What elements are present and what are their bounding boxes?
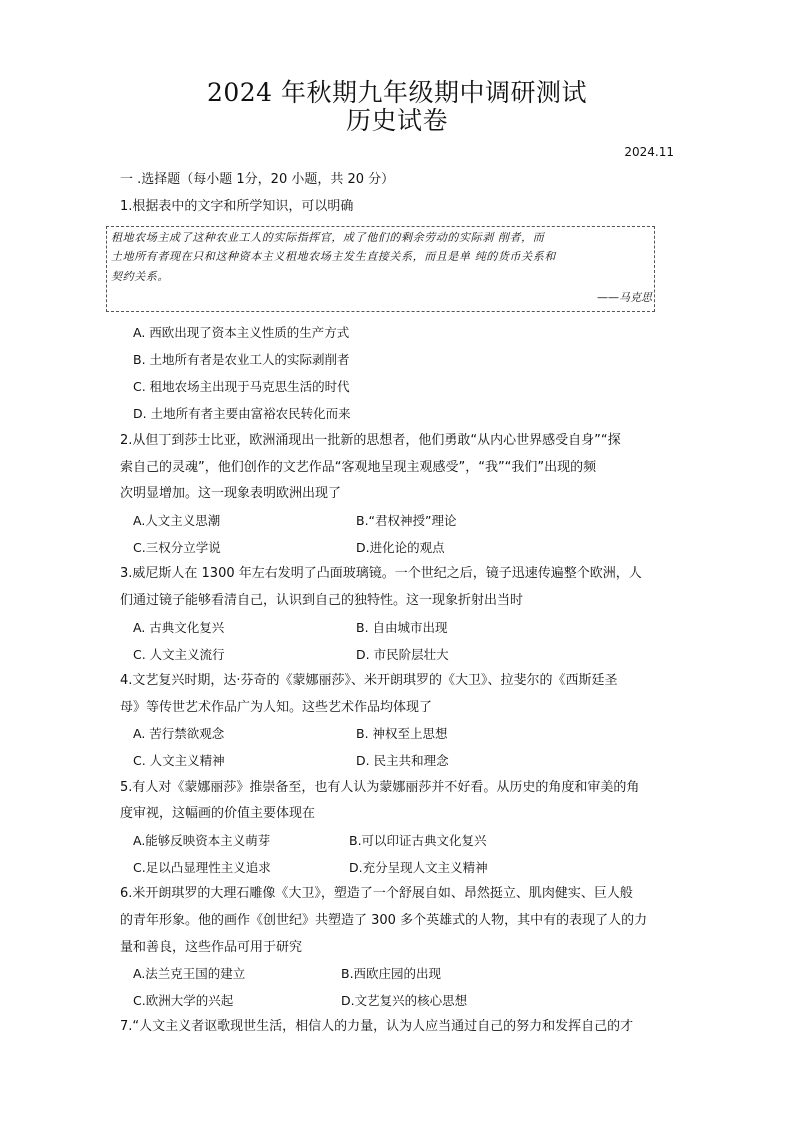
question-6-option-a[interactable]: A.法兰克王国的建立	[133, 966, 246, 981]
question-5-option-c[interactable]: C.足以凸显理性主义追求	[133, 860, 271, 875]
question-3-option-b[interactable]: B. 自由城市出现	[356, 620, 448, 635]
question-2-option-d[interactable]: D.进化论的观点	[356, 540, 445, 555]
quote-line: 租地农场主成了这种农业工人的实际指挥官，成了他们的剩余劳动的实际剥 削者，而	[111, 231, 545, 244]
question-3-option-c[interactable]: C. 人文主义流行	[133, 647, 225, 662]
quote-line: 土地所有者现在只和这种资本主义租地农场主发生直接关系，而且是单 纯的货币关系和	[111, 250, 556, 263]
question-3-option-a[interactable]: A. 古典文化复兴	[133, 620, 225, 635]
exam-date: 2024.11	[624, 145, 674, 159]
question-5-stem-line: 5.有人对《蒙娜丽莎》推崇备至，也有人认为蒙娜丽莎并不好看。从历史的角度和审美的角	[120, 780, 640, 795]
question-2-option-a[interactable]: A.人文主义思潮	[133, 513, 221, 528]
question-5-stem-line: 度审视，这幅画的价值主要体现在	[120, 806, 316, 821]
question-1-stem: 1.根据表中的文字和所学知识，可以明确	[120, 199, 354, 214]
question-6-option-c[interactable]: C.欧洲大学的兴起	[133, 993, 234, 1008]
question-5-option-b[interactable]: B.可以印证古典文化复兴	[349, 833, 487, 848]
question-7-stem-line: 7.“人文主义者讴歌现世生活，相信人的力量，认为人应当通过自己的努力和发挥自己的才	[120, 1019, 634, 1034]
question-5-option-d[interactable]: D.充分呈现人文主义精神	[349, 860, 488, 875]
question-4-option-b[interactable]: B. 神权至上思想	[356, 726, 448, 741]
question-1-quote-box	[106, 226, 655, 312]
question-3-option-d[interactable]: D. 市民阶层壮大	[356, 647, 449, 662]
section-heading: 一 .选择题（每小题 1分，20 小题，共 20 分）	[120, 172, 395, 187]
question-1-option-c[interactable]: C. 租地农场主出现于马克思生活的时代	[133, 379, 350, 394]
question-2-stem-line: 2.从但丁到莎士比亚，欧洲涌现出一批新的思想者，他们勇敢“从内心世界感受自身”“探	[120, 433, 621, 448]
question-4-option-c[interactable]: C. 人文主义精神	[133, 753, 225, 768]
question-1-option-b[interactable]: B. 土地所有者是农业工人的实际剥削者	[133, 352, 350, 367]
question-6-stem-line: 的青年形象。他的画作《创世纪》共塑造了 300 多个英雄式的人物，其中有的表现了人的力	[120, 913, 648, 928]
question-1-option-a[interactable]: A. 西欧出现了资本主义性质的生产方式	[133, 325, 350, 340]
question-4-option-a[interactable]: A. 苦行禁欲观念	[133, 726, 225, 741]
question-4-option-d[interactable]: D. 民主共和理念	[356, 753, 449, 768]
question-4-stem-line: 母》等传世艺术作品广为人知。这些艺术作品均体现了	[120, 700, 433, 715]
question-2-stem-line: 次明显增加。这一现象表明欧洲出现了	[120, 486, 342, 501]
question-6-stem-line: 6.米开朗琪罗的大理石雕像《大卫》，塑造了一个舒展自如、昂然挺立、肌肉健实、巨人般	[120, 886, 633, 901]
exam-subtitle: 历史试卷	[345, 106, 448, 135]
exam-title: 2024 年秋期九年级期中调研测试	[206, 78, 588, 107]
question-6-option-d[interactable]: D.文艺复兴的核心思想	[341, 993, 468, 1008]
question-5-option-a[interactable]: A.能够反映资本主义萌芽	[133, 833, 271, 848]
question-4-stem-line: 4.文艺复兴时期，达·芬奇的《蒙娜丽莎》、米开朗琪罗的《大卫》、拉斐尔的《西斯廷圣	[120, 673, 618, 688]
question-3-stem-line: 们通过镜子能够看清自己，认识到自己的独特性。这一现象折射出当时	[120, 593, 524, 608]
question-1-option-d[interactable]: D. 土地所有者主要由富裕农民转化而来	[133, 406, 351, 421]
question-6-option-b[interactable]: B.西欧庄园的出现	[341, 966, 442, 981]
quote-attribution: ——马克思	[597, 291, 652, 304]
question-2-stem-line: 索自己的灵魂”，他们创作的文艺作品“客观地呈现主观感受”，“我”“我们”出现的频	[120, 460, 597, 475]
question-2-option-b[interactable]: B.“君权神授”理论	[356, 513, 457, 528]
question-6-stem-line: 量和善良，这些作品可用于研究	[120, 940, 303, 955]
question-3-stem-line: 3.威尼斯人在 1300 年左右发明了凸面玻璃镜。一个世纪之后，镜子迅速传遍整个欧洲，人	[120, 566, 642, 581]
question-2-option-c[interactable]: C.三权分立学说	[133, 540, 221, 555]
quote-line: 契约关系。	[111, 270, 169, 283]
